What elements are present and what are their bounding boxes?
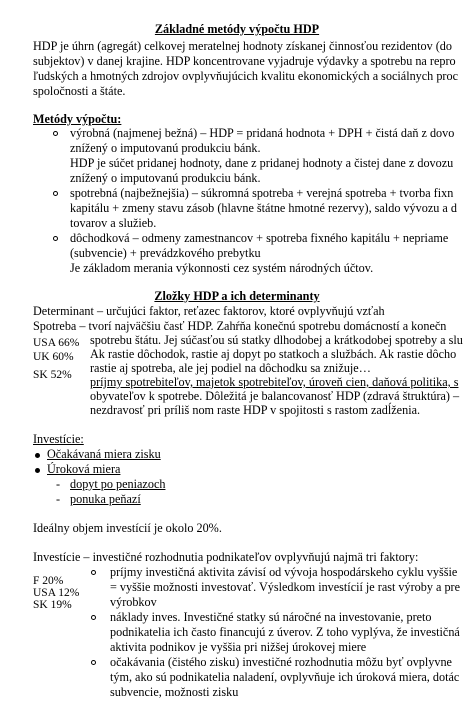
- spotreba-side-uk: UK 60%: [33, 351, 74, 363]
- section-title: Zložky HDP a ich determinanty: [154, 289, 320, 303]
- method-1-line-1: výrobná (najmenej bežná) – HDP = pridaná hodnota + DPH + čistá daň z dovo: [70, 126, 455, 140]
- investicie-factors-intro: Investície – investičné rozhodnutia podnikateľov ovplyvňujú najmä tri faktory:: [33, 550, 419, 564]
- spotreba-line-6: obyvateľov k spotrebe. Dôležitá je balancovanosť HDP (zdravá štruktúra) –: [90, 389, 460, 403]
- intro-line-4: spoločnosti a štáte.: [33, 84, 126, 98]
- page-title: Základné metódy výpočtu HDP: [154, 22, 320, 36]
- spotreba-line-7: nezdravosť pri príliš nom raste HDP v spojitosti s rastom zadĺženia.: [90, 403, 421, 417]
- intro-line-2: subjektov) v danej krajine. HDP koncentrovane vyjadruje výdavky a spotrebu na repro: [33, 54, 456, 68]
- factor-2-line-3: aktivita podnikov je vyššia pri nižšej úrokovej miere: [110, 640, 367, 654]
- spotreba-line-4: rastie aj spotreba, ale jej podiel na dôchodku sa znižuje…: [90, 361, 371, 375]
- investicie-subitem-2: ponuka peňazí: [70, 492, 141, 506]
- intro-line-3: ľudských a hmotných zdrojov ovplyvňujúcich kvalitu ekonomických a sociálnych proc: [33, 69, 458, 83]
- determinant-line: Determinant – určujúci faktor, reťazec faktorov, ktoré ovplyvňujú vzťah: [33, 304, 385, 318]
- method-3-line-1: dôchodková – odmeny zamestnancov + spotreba fixného kapitálu + nepriame: [70, 231, 449, 245]
- method-1-line-4: znížený o imputovanú produkciu bánk.: [70, 171, 261, 185]
- bullet-circle-icon: [91, 570, 96, 575]
- bullet-circle-icon: [53, 131, 58, 136]
- dash-icon: -: [56, 492, 61, 506]
- factor-3-line-2: tým, ako sú podnikatelia naladení, ovplyvňuje ich úroková miera, dotác: [110, 670, 460, 684]
- investicie-item-2: Úroková miera: [47, 462, 121, 476]
- factor-1-line-1: príjmy investičná aktivita závisí od vývoja hospodárskeho cyklu vyššie: [110, 565, 458, 579]
- method-2-line-2: kapitálu + zmeny stavu zásob (hlavne štátne hmotné rezervy), saldo vývozu a d: [70, 201, 457, 215]
- factor-2-line-1: náklady inves. Investičné statky sú náročné na investovanie, preto: [110, 610, 432, 624]
- bullet-circle-icon: [91, 615, 96, 620]
- investicie-side-f: F 20%: [33, 575, 64, 587]
- investicie-heading: Investície:: [33, 432, 84, 446]
- method-2-line-1: spotrebná (najbežnejšia) – súkromná spotreba + verejná spotreba + tvorba fixn: [70, 186, 454, 200]
- spotreba-line-2: spotrebu štátu. Jej súčasťou sú statky dlhodobej a krátkodobej spotreby a slu: [90, 333, 463, 347]
- method-1-line-3: HDP je súčet pridanej hodnoty, dane z pridanej hodnoty a čistej dane z dovozu: [70, 156, 454, 170]
- intro-line-1: HDP je úhrn (agregát) celkovej meratelnej hodnoty získanej činnosťou rezidentov (do: [33, 39, 452, 53]
- spotreba-line-3: Ak rastie dôchodok, rastie aj dopyt po statkoch a službách. Ak rastie dôcho: [90, 347, 457, 361]
- factor-1-line-3: výrobkov: [110, 595, 157, 609]
- spotreba-side-usa: USA 66%: [33, 337, 80, 349]
- bullet-circle-icon: [53, 191, 58, 196]
- method-3-line-3: Je základom merania výkonnosti cez systém národných účtov.: [70, 261, 374, 275]
- dash-icon: -: [56, 477, 61, 491]
- factor-3-line-3: subvencie, možnosti zisku: [110, 685, 239, 699]
- investicie-subitem-1: dopyt po peniazoch: [70, 477, 166, 491]
- bullet-dot-icon: [35, 468, 40, 473]
- factor-3-line-1: očakávania (čistého zisku) investičné rozhodnutia môžu byť ovplyvne: [110, 655, 452, 669]
- investicie-side-sk: SK 19%: [33, 599, 72, 611]
- method-1-line-2: znížený o imputovanú produkciu bánk.: [70, 141, 261, 155]
- method-3-line-2: (subvencie) + prevádzkového prebytku: [70, 246, 261, 260]
- bullet-circle-icon: [91, 660, 96, 665]
- spotreba-line-5: príjmy spotrebiteľov, majetok spotrebiteľov, úroveň cien, daňová politika, s: [90, 375, 459, 389]
- investicie-side-usa: USA 12%: [33, 587, 80, 599]
- spotreba-line-1: Spotreba – tvorí najväčšiu časť HDP. Zahŕňa konečnú spotrebu domácností a konečn: [33, 319, 447, 333]
- methods-heading: Metódy výpočtu:: [33, 112, 122, 126]
- spotreba-side-sk: SK 52%: [33, 369, 72, 381]
- factor-2-line-2: podnikatelia ich často financujú z úverov. Z toho vyplýva, že investičná: [110, 625, 460, 639]
- factor-1-line-2: = vyššie možnosti investovať. Výsledkom investícií je rast výroby a pre: [110, 580, 461, 594]
- ideal-investment-line: Ideálny objem investícií je okolo 20%.: [33, 521, 222, 535]
- investicie-item-1: Očakávaná miera zisku: [47, 447, 161, 461]
- bullet-circle-icon: [53, 236, 58, 241]
- bullet-dot-icon: [35, 453, 40, 458]
- method-2-line-3: tovarov a služieb.: [70, 216, 157, 230]
